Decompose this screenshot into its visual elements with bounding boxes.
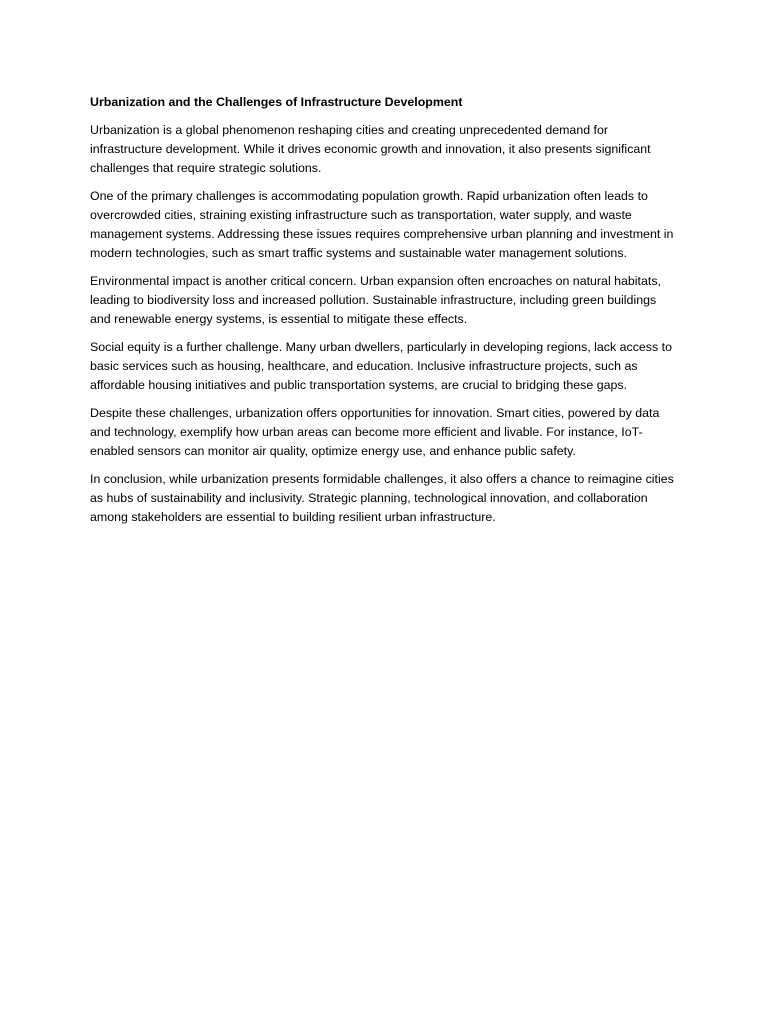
paragraph-introduction: Urbanization is a global phenomenon reshaping cities and creating unprecedented demand for infrastructure development. While it drives economic growth and innovation, it also presents significant challenges that require strategic solutions. [90, 123, 651, 175]
paragraph-innovation: Despite these challenges, urbanization offers opportunities for innovation. Smart cities, powered by data and technology, exemplify how urban areas can become more efficient and livable. For instance, IoT-enabled sensors can monitor air quality, optimize energy use, and enhance public safety. [90, 406, 660, 458]
paragraph-social-equity: Social equity is a further challenge. Many urban dwellers, particularly in developing regions, lack access to basic services such as housing, healthcare, and education. Inclusive infrastructure projects, such as affordable housing initiatives and public transportation systems, are crucial to bridging these gaps. [90, 340, 672, 392]
paragraph-population-growth: One of the primary challenges is accommodating population growth. Rapid urbanization often leads to overcrowded cities, straining existing infrastructure such as transportation, water supply, and waste management systems. Addressing these issues requires comprehensive urban planning and investment in modern technologies, such as smart traffic systems and sustainable water management solutions. [90, 189, 674, 260]
paragraph-conclusion: In conclusion, while urbanization presents formidable challenges, it also offers a chance to reimagine cities as hubs of sustainability and inclusivity. Strategic planning, technological innovation, and collaboration among stakeholders are essential to building resilient urban infrastructure. [90, 472, 674, 524]
document-title: Urbanization and the Challenges of Infrastructure Development [90, 95, 463, 109]
paragraph-environmental-impact: Environmental impact is another critical concern. Urban expansion often encroaches on natural habitats, leading to biodiversity loss and increased pollution. Sustainable infrastructure, including green buildings and renewable energy systems, is essential to mitigate these effects. [90, 274, 661, 326]
document-body [90, 93, 678, 536]
